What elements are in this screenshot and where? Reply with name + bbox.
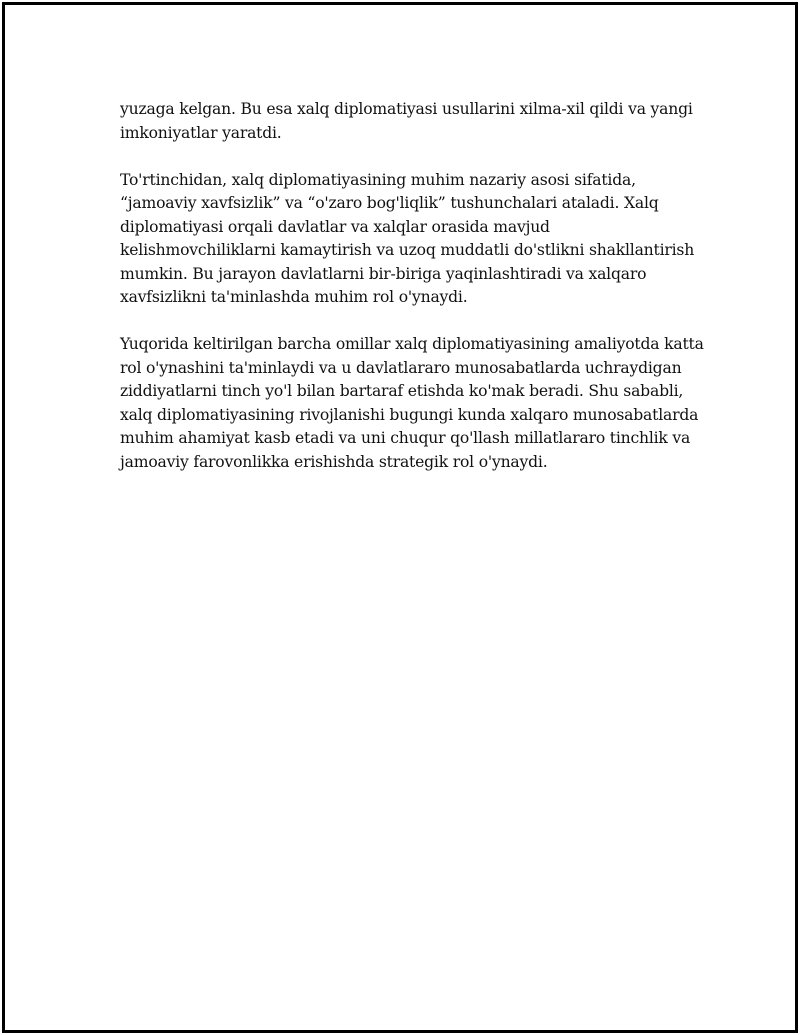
text-line: diplomatiyasi orqali davlatlar va xalqlar orasida mavjud xyxy=(120,217,550,236)
text-line: ziddiyatlarni tinch yo'l bilan bartaraf etishda ko'mak beradi. Shu sababli, xyxy=(120,382,684,400)
text-line: jamoaviy farovonlikka erishishda strategik rol o'ynaydi. xyxy=(120,452,548,471)
document-body xyxy=(120,98,704,498)
text-line: muhim ahamiyat kasb etadi va uni chuqur qo'llash millatlararo tinchlik va xyxy=(120,429,691,447)
text-line: xavfsizlikni ta'minlashda muhim rol o'ynaydi. xyxy=(120,288,468,306)
paragraph-1 xyxy=(120,98,700,145)
text-line: yuzaga kelgan. Bu esa xalq diplomatiyasi usullarini xilma-xil qildi va yangi xyxy=(120,100,693,118)
text-line: mumkin. Bu jarayon davlatlarni bir-biriga yaqinlashtiradi va xalqaro xyxy=(120,264,647,283)
text-line: rol o'ynashini ta'minlaydi va u davlatlararo munosabatlarda uchraydigan xyxy=(120,358,682,377)
paragraph-2 xyxy=(120,169,700,310)
page-frame xyxy=(2,2,798,1033)
text-line: Yuqorida keltirilgan barcha omillar xalq diplomatiyasining amaliyotda katta xyxy=(120,335,704,353)
text-line: imkoniyatlar yaratdi. xyxy=(120,123,282,142)
text-line: To'rtinchidan, xalq diplomatiyasining muhim nazariy asosi sifatida, xyxy=(120,170,636,189)
text-line: “jamoaviy xavfsizlik” va “o'zaro bog'liqlik” tushunchalari ataladi. Xalq xyxy=(120,194,659,212)
text-line: xalq diplomatiyasining rivojlanishi bugungi kunda xalqaro munosabatlarda xyxy=(120,405,699,424)
text-line: kelishmovchiliklarni kamaytirish va uzoq muddatli do'stlikni shakllantirish xyxy=(120,241,695,259)
paragraph-3 xyxy=(120,333,704,474)
